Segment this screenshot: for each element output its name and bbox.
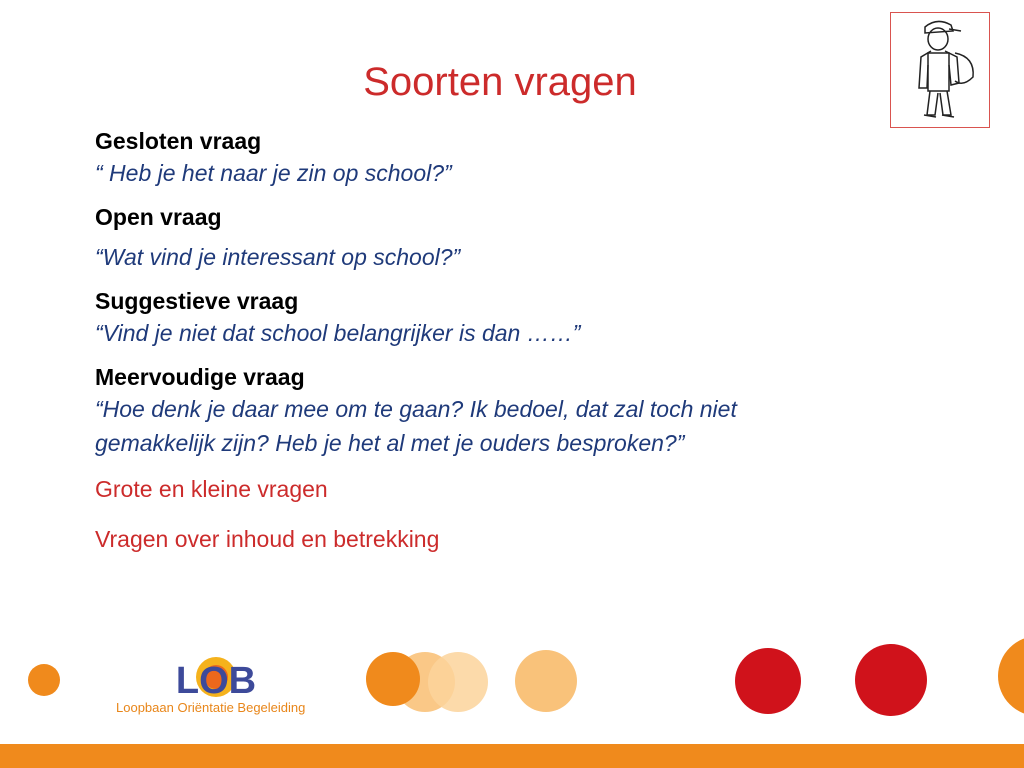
example-multiple-question: “Hoe denk je daar mee om te gaan? Ik bedoel, dat zal toch niet gemakkelijk zijn? Heb je het al met je ouders besproken?” <box>95 396 737 456</box>
slide-title: Soorten vragen <box>363 60 637 104</box>
note-content-relation-questions: Vragen over inhoud en betrekking <box>95 526 440 552</box>
student-figure-icon <box>891 13 989 127</box>
lob-logo-mark <box>112 655 322 700</box>
bottom-orange-bar <box>0 744 1024 768</box>
decor-dot-light-2 <box>428 652 488 712</box>
example-suggestive-question: “Vind je niet dat school belangrijker is dan ……” <box>95 320 581 346</box>
heading-multiple-question: Meervoudige vraag <box>95 364 305 390</box>
student-illustration <box>890 12 990 128</box>
question-types-list <box>95 126 855 572</box>
decor-dot-light-3 <box>515 650 577 712</box>
decor-dot-red-1 <box>735 648 801 714</box>
heading-closed-question: Gesloten vraag <box>95 128 262 154</box>
heading-suggestive-question: Suggestieve vraag <box>95 288 299 314</box>
note-big-small-questions: Grote en kleine vragen <box>95 476 328 502</box>
question-type-multiple <box>95 362 855 460</box>
question-type-closed <box>95 126 855 190</box>
example-open-question: “Wat vind je interessant op school?” <box>95 244 461 270</box>
heading-open-question: Open vraag <box>95 204 222 230</box>
decor-dot-orange-1 <box>366 652 420 706</box>
logo-letters: LOB <box>175 660 257 700</box>
decor-dot-orange-edge <box>998 636 1024 716</box>
question-type-open <box>95 202 855 274</box>
question-type-suggestive <box>95 286 855 350</box>
example-closed-question: “ Heb je het naar je zin op school?” <box>95 160 452 186</box>
decor-dot-red-2 <box>855 644 927 716</box>
logo-tagline: Loopbaan Oriëntatie Begeleiding <box>116 700 306 715</box>
decor-dot-small-orange <box>28 664 60 696</box>
